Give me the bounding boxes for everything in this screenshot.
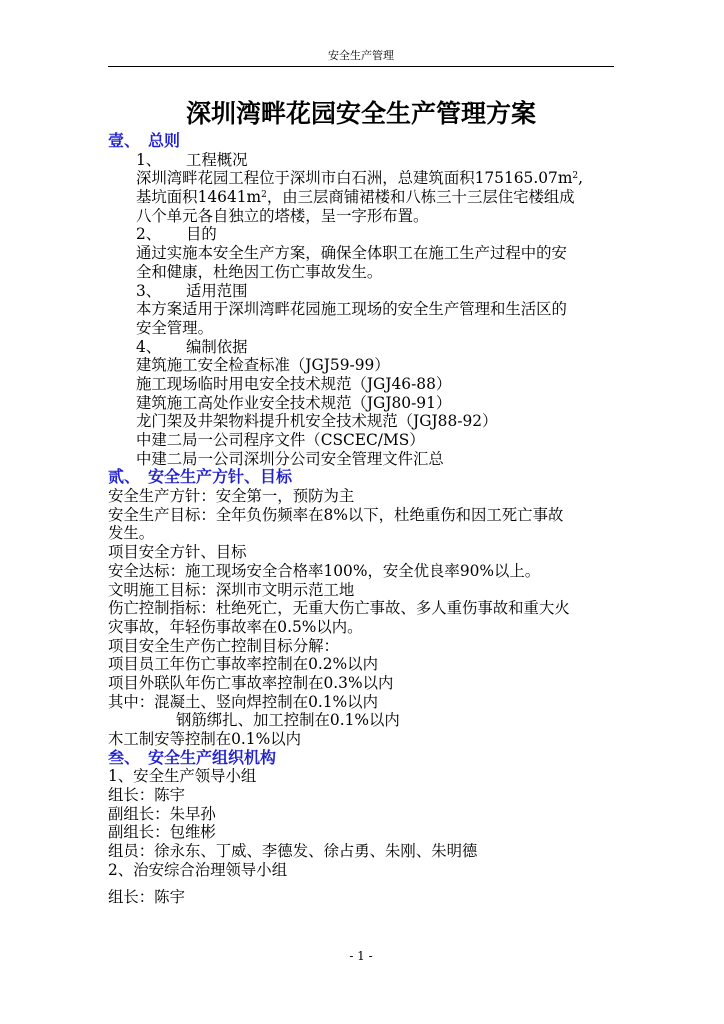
running-header: 安全生产管理 (328, 49, 394, 62)
paragraph-line (108, 169, 614, 188)
section-heading-policy-goals (108, 468, 614, 487)
paragraph-line: 项目安全生产伤亡控制目标分解： (108, 636, 339, 655)
section-number: 叁、 (108, 747, 141, 767)
subheading-number: 2、 (136, 225, 162, 244)
paragraph-line: 安全生产方针：安全第一，预防为主 (108, 487, 355, 506)
basis-item: 中建二局一公司程序文件（CSCEC/MS） (136, 431, 425, 449)
paragraph-line: 组长：陈宇 (108, 887, 185, 906)
text-run: , (578, 169, 584, 188)
section-label: 总则 (148, 131, 181, 150)
basis-item: 施工现场临时用电安全技术规范（JGJ46-88） (136, 374, 452, 393)
section-number: 贰、 (108, 467, 141, 487)
header-rule (108, 66, 614, 67)
paragraph-line (108, 188, 614, 207)
spacer (108, 880, 614, 888)
text-run: 深圳湾畔花园工程位于深圳市白石洲，总建筑面积175165.07m (136, 169, 573, 188)
paragraph-line: 1、安全生产领导小组 (108, 767, 257, 786)
basis-item: 中建二局一公司深圳分公司安全管理文件汇总 (136, 449, 444, 468)
subheading-number: 3、 (136, 281, 162, 300)
paragraph-line: 通过实施本安全生产方案，确保全体职工在施工生产过程中的安 (136, 244, 567, 263)
section-number: 壹、 (108, 131, 141, 150)
section-heading-general (108, 132, 614, 151)
paragraph-line: 2、治安综合治理领导小组 (108, 860, 288, 879)
basis-item: 龙门架及井架物料提升机安全技术规范（JGJ88-92） (136, 412, 498, 431)
paragraph-line: 安全管理。 (136, 318, 213, 337)
basis-item: 建筑施工安全检查标准（JGJ59-99） (136, 356, 390, 375)
subheading-number: 4、 (136, 337, 162, 356)
subheading-purpose (108, 225, 614, 244)
paragraph-line: 文明施工目标：深圳市文明示范工地 (108, 580, 355, 599)
paragraph-line: 组员：徐永东、丁威、李德发、徐占勇、朱刚、朱明德 (108, 842, 478, 861)
subheading-project-overview (108, 151, 614, 170)
paragraph-line-indented: 钢筋绑扎、加工控制在0.1%以内 (176, 711, 400, 730)
text-run: ，由三层商铺裙楼和八栋三十三层住宅楼组成 (266, 188, 575, 207)
superscript-2: 2 (572, 171, 579, 182)
subheading-basis (108, 338, 614, 357)
section-label: 安全生产组织机构 (148, 747, 277, 767)
subheading-scope (108, 282, 614, 301)
subheading-label: 工程概况 (186, 150, 248, 169)
page-number: - 1 - (349, 949, 373, 963)
paragraph-line: 项目员工年伤亡事故率控制在0.2%以内 (108, 655, 378, 674)
document-body (108, 132, 614, 906)
paragraph-line: 项目外联队年伤亡事故率控制在0.3%以内 (108, 673, 394, 692)
paragraph-line: 副组长：朱早孙 (108, 804, 216, 823)
subheading-label: 目的 (186, 225, 217, 244)
paragraph-line: 发生。 (108, 524, 155, 543)
paragraph-line: 灾事故，年轻伤事故率在0.5%以内。 (108, 617, 363, 636)
paragraph-line: 全和健康，杜绝因工伤亡事故发生。 (136, 262, 383, 281)
paragraph-line: 安全生产目标：全年负伤频率在8%以下，杜绝重伤和因工死亡事故 (108, 505, 564, 524)
subheading-label: 编制依据 (186, 337, 248, 356)
basis-item: 建筑施工高处作业安全技术规范（JGJ80-91） (136, 393, 452, 412)
paragraph-line: 组长：陈宇 (108, 786, 185, 805)
subheading-label: 适用范围 (186, 281, 248, 300)
superscript-2: 2 (261, 190, 267, 201)
paragraph-line: 伤亡控制指标：杜绝死亡，无重大伤亡事故、多人重伤事故和重大火 (108, 599, 570, 618)
subheading-number: 1、 (136, 150, 162, 169)
paragraph-line: 项目安全方针、目标 (108, 543, 247, 562)
document-title: 深圳湾畔花园安全生产管理方案 (185, 99, 536, 128)
paragraph-line: 木工制安等控制在0.1%以内 (108, 730, 302, 748)
paragraph-line: 八个单元各自独立的塔楼，呈一字形布置。 (136, 206, 429, 225)
paragraph-line: 本方案适用于深圳湾畔花园施工现场的安全生产管理和生活区的 (136, 300, 567, 319)
paragraph-line: 安全达标：施工现场安全合格率100%，安全优良率90%以上。 (108, 561, 541, 580)
paragraph-line: 副组长：包维彬 (108, 823, 216, 842)
text-run: 基坑面积14641m (136, 188, 262, 207)
section-heading-organization (108, 749, 614, 768)
section-label: 安全生产方针、目标 (148, 467, 293, 487)
paragraph-line: 其中：混凝土、竖向焊控制在0.1%以内 (108, 692, 378, 711)
